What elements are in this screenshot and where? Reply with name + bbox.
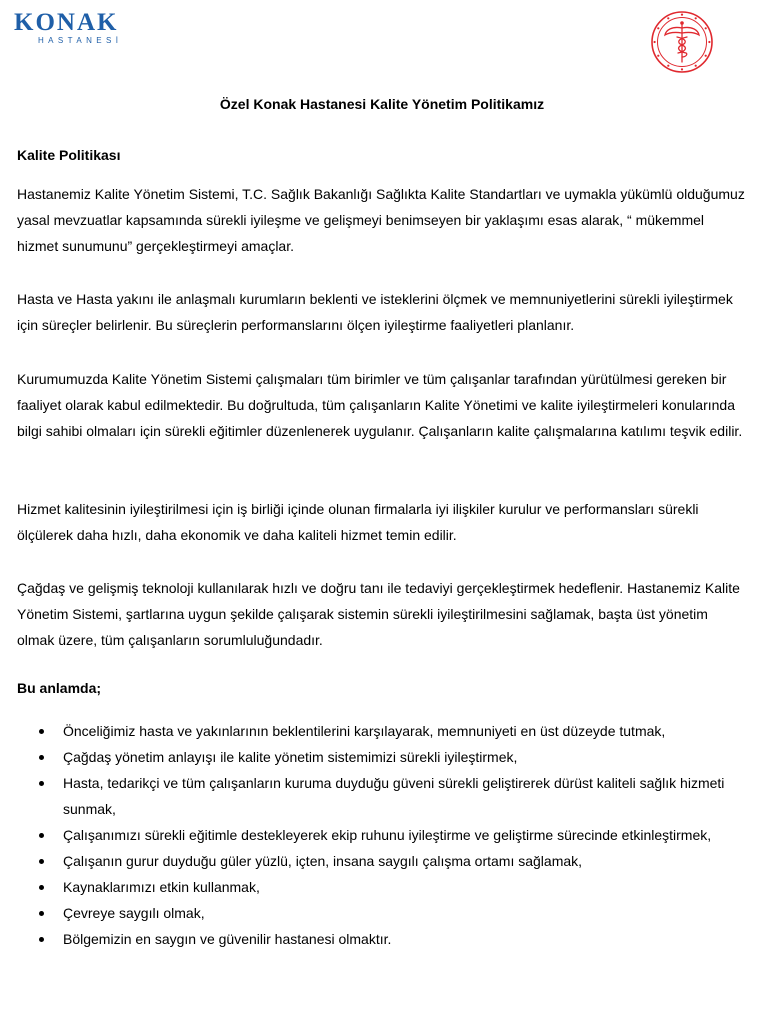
section-heading-in-this-sense: Bu anlamda; — [17, 680, 102, 696]
list-item-text: Çevreye saygılı olmak, — [63, 905, 205, 921]
list-item — [0, 718, 743, 744]
list-item-text: Bölgemizin en saygın ve güvenilir hastanesi olmaktır. — [63, 931, 392, 947]
list-item — [0, 926, 743, 952]
bullet-icon — [39, 833, 44, 838]
list-item — [0, 770, 743, 822]
hospital-logo — [14, 10, 144, 45]
bullet-icon — [39, 859, 44, 864]
list-item — [0, 900, 743, 926]
list-item — [0, 744, 743, 770]
paragraph-4: Hizmet kalitesinin iyileştirilmesi için iş birliği içinde olunan firmalarla iyi ilişkiler kurulur ve performansları sürekli ölçülerek daha hızlı, daha ekonomik ve daha kaliteli hizmet temin edilir. — [17, 501, 699, 543]
list-item — [0, 822, 743, 848]
ministry-seal-icon — [650, 10, 714, 74]
list-item-text: Çağdaş yönetim anlayışı ile kalite yönetim sistemimizi sürekli iyileştirmek, — [63, 749, 518, 765]
paragraph-5: Çağdaş ve gelişmiş teknoloji kullanılarak hızlı ve doğru tanı ile tedaviyi gerçekleştirmek hedeflenir. Hastanemiz Kalite Yönetim Sistemi, şartlarına uygun şekilde çalışarak sistemin sürekli iyileştirilmesini sağlamak, başta üst yönetim olmak üzere, tüm çalışanların sorumluluğundadır. — [17, 580, 740, 648]
logo-name: KONAK — [14, 9, 119, 36]
list-item — [0, 874, 743, 900]
list-item-text: Önceliğimiz hasta ve yakınlarının beklentilerini karşılayarak, memnuniyeti en üst düzeyde tutmak, — [63, 723, 666, 739]
logo-subtitle: HASTANESİ — [38, 36, 123, 45]
list-item-text: Hasta, tedarikçi ve tüm çalışanların kuruma duyduğu güveni sürekli geliştirerek dürüst kaliteli sağlık hizmeti sunmak, — [63, 775, 725, 817]
paragraph-1: Hastanemiz Kalite Yönetim Sistemi, T.C. Sağlık Bakanlığı Sağlıkta Kalite Standartları ve uymakla yükümlü olduğumuz yasal mevzuatlar kapsamında sürekli iyileşme ve gelişmeyi benimseyen bir yaklaşımı esas alarak, “ mükemmel hizmet sunumunu” gerçekleştirmeyi amaçlar. — [17, 186, 745, 254]
bullet-icon — [39, 729, 44, 734]
list-item-text: Çalışanımızı sürekli eğitimle destekleyerek ekip ruhunu iyileştirme ve geliştirme sürecinde etkinleştirmek, — [63, 827, 712, 843]
list-item — [0, 848, 743, 874]
bullet-icon — [39, 937, 44, 942]
paragraph-2: Hasta ve Hasta yakını ile anlaşmalı kurumların beklenti ve isteklerini ölçmek ve memnuniyetlerini sürekli iyileştirmek için süreçler belirlenir. Bu süreçlerin performanslarını ölçen iyileştirme faaliyetleri planlanır. — [17, 291, 733, 333]
paragraph-3: Kurumumuzda Kalite Yönetim Sistemi çalışmaları tüm birimler ve tüm çalışanlar tarafından yürütülmesi gereken bir faaliyet olarak kabul edilmektedir. Bu doğrultuda, tüm çalışanların Kalite Yönetimi ve kalite iyileştirmeleri konularında bilgi sahibi olmaları için sürekli eğitimler düzenlenerek uygulanır. Çalışanların kalite çalışmalarına katılımı teşvik edilir. — [17, 371, 743, 439]
list-item-text: Kaynaklarımızı etkin kullanmak, — [63, 879, 260, 895]
bullet-icon — [39, 755, 44, 760]
section-heading-quality-policy: Kalite Politikası — [17, 147, 121, 163]
list-item-text: Çalışanın gurur duyduğu güler yüzlü, içten, insana saygılı çalışma ortamı sağlamak, — [63, 853, 583, 869]
bullet-icon — [39, 911, 44, 916]
document-title: Özel Konak Hastanesi Kalite Yönetim Politikamız — [219, 96, 545, 112]
bullet-icon — [39, 885, 44, 890]
bullet-icon — [39, 781, 44, 786]
policy-bullet-list — [0, 718, 764, 952]
